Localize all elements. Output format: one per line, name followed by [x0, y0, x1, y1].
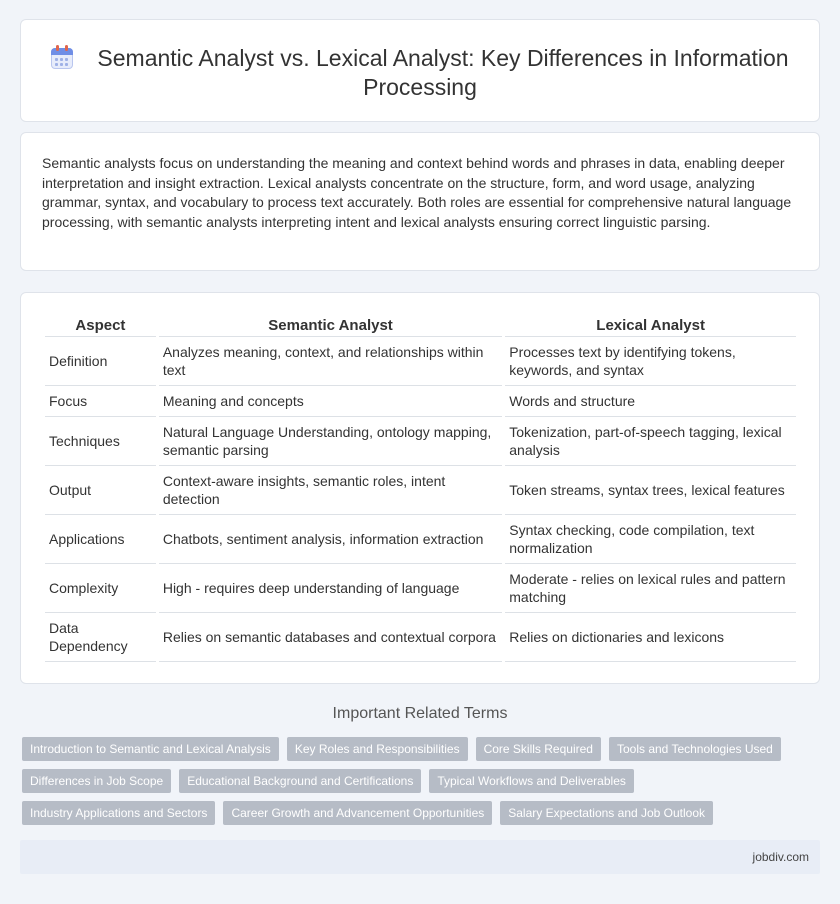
table-row	[45, 515, 796, 564]
comparison-table	[42, 315, 799, 662]
header-lexical: Lexical Analyst	[505, 315, 796, 337]
row-semantic: Relies on semantic databases and contextual corpora	[159, 613, 502, 662]
tag-link[interactable]: Typical Workflows and Deliverables	[429, 769, 634, 793]
calendar-icon	[51, 45, 73, 69]
header-aspect: Aspect	[45, 315, 156, 337]
row-semantic: Context-aware insights, semantic roles, intent detection	[159, 466, 502, 515]
table-header-row	[45, 315, 796, 337]
table-row	[45, 337, 796, 386]
tag-link[interactable]: Key Roles and Responsibilities	[287, 737, 468, 761]
row-lexical: Processes text by identifying tokens, keywords, and syntax	[505, 337, 796, 386]
tag-row	[22, 769, 822, 793]
row-aspect: Definition	[45, 337, 156, 386]
header-semantic: Semantic Analyst	[159, 315, 502, 337]
tag-link[interactable]: Salary Expectations and Job Outlook	[500, 801, 713, 825]
row-semantic: High - requires deep understanding of language	[159, 564, 502, 613]
row-semantic: Chatbots, sentiment analysis, information extraction	[159, 515, 502, 564]
footer	[20, 840, 820, 874]
intro-card	[20, 132, 820, 271]
row-lexical: Tokenization, part-of-speech tagging, lexical analysis	[505, 417, 796, 466]
tag-row	[22, 737, 822, 761]
row-lexical: Syntax checking, code compilation, text normalization	[505, 515, 796, 564]
row-aspect: Focus	[45, 386, 156, 417]
row-aspect: Complexity	[45, 564, 156, 613]
row-lexical: Relies on dictionaries and lexicons	[505, 613, 796, 662]
page-title-text: Semantic Analyst vs. Lexical Analyst: Key Differences in Information Processing	[97, 45, 789, 100]
tag-link[interactable]: Industry Applications and Sectors	[22, 801, 215, 825]
row-lexical: Moderate - relies on lexical rules and pattern matching	[505, 564, 796, 613]
tag-link[interactable]: Differences in Job Scope	[22, 769, 171, 793]
table-row	[45, 564, 796, 613]
row-aspect: Techniques	[45, 417, 156, 466]
related-terms-title: Important Related Terms	[332, 705, 508, 722]
related-terms-tags	[22, 737, 822, 833]
page-title	[21, 44, 819, 102]
comparison-card	[20, 292, 820, 684]
title-card	[20, 19, 820, 122]
title-wrap	[21, 44, 819, 102]
table-row	[45, 466, 796, 515]
footer-site-link[interactable]: jobdiv.com	[752, 850, 809, 864]
row-semantic: Meaning and concepts	[159, 386, 502, 417]
row-aspect: Output	[45, 466, 156, 515]
tag-link[interactable]: Career Growth and Advancement Opportunities	[223, 801, 492, 825]
row-aspect: Data Dependency	[45, 613, 156, 662]
row-semantic: Natural Language Understanding, ontology mapping, semantic parsing	[159, 417, 502, 466]
tag-link[interactable]: Core Skills Required	[476, 737, 601, 761]
row-lexical: Token streams, syntax trees, lexical features	[505, 466, 796, 515]
tag-link[interactable]: Introduction to Semantic and Lexical Analysis	[22, 737, 279, 761]
row-semantic: Analyzes meaning, context, and relationships within text	[159, 337, 502, 386]
row-aspect: Applications	[45, 515, 156, 564]
intro-paragraph: Semantic analysts focus on understanding the meaning and context behind words and phrases in data, enabling deeper interpretation and insight extraction. Lexical analysts concentrate on the structure, form, and word usage, analyzing grammar, syntax, and vocabulary to process text accurately. Both roles are essential for comprehensive natural language processing, with semantic analysts interpreting intent and lexical analysts ensuring correct linguistic parsing.	[42, 155, 792, 230]
row-lexical: Words and structure	[505, 386, 796, 417]
tag-link[interactable]: Tools and Technologies Used	[609, 737, 781, 761]
tag-row	[22, 801, 822, 825]
table-row	[45, 417, 796, 466]
table-row	[45, 386, 796, 417]
table-row	[45, 613, 796, 662]
tag-link[interactable]: Educational Background and Certifications	[179, 769, 421, 793]
